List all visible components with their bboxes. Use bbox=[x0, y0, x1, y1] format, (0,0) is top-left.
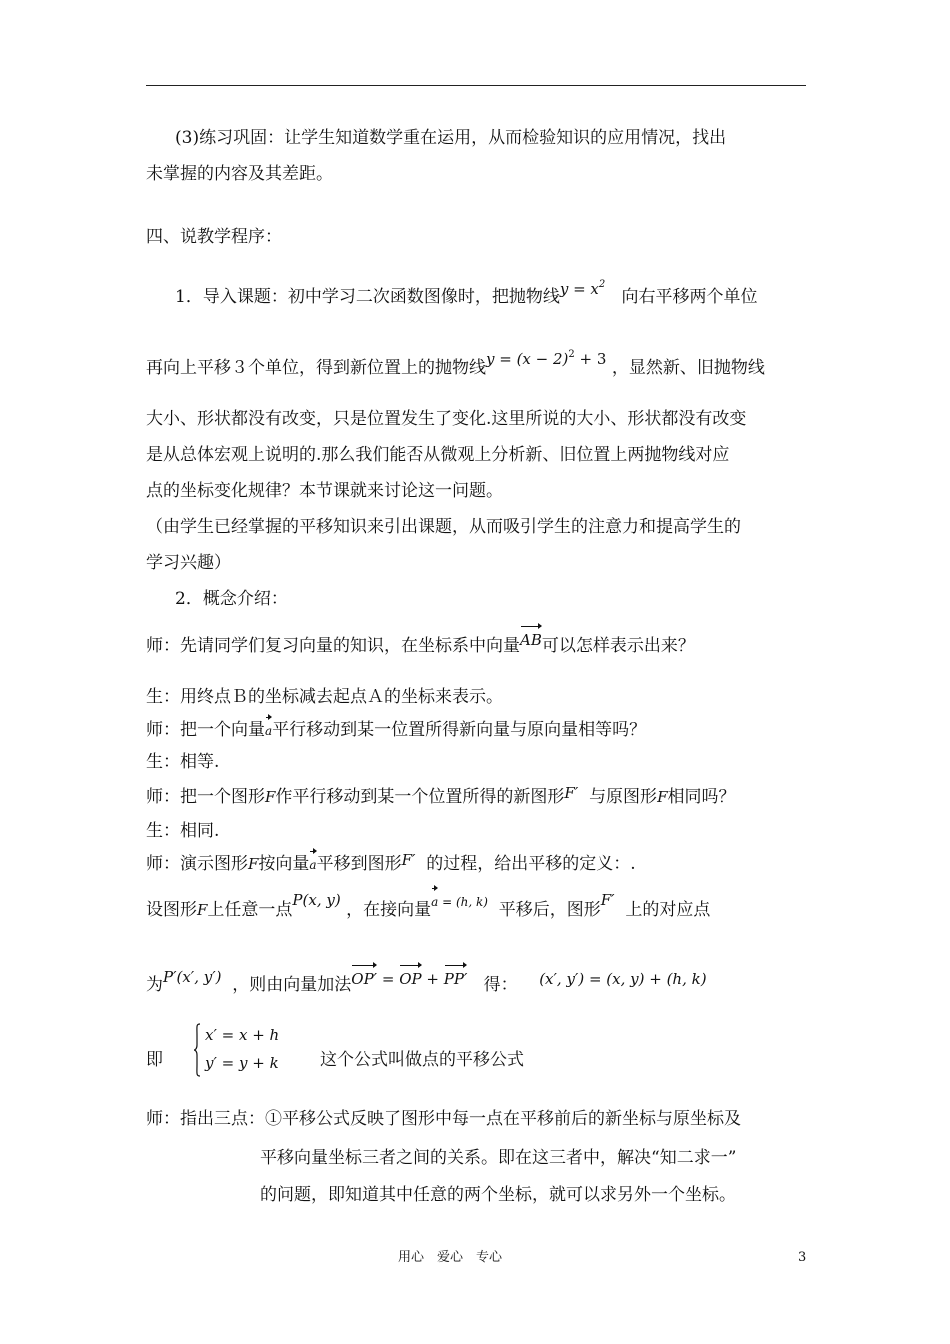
system-equation-2: y′ = y + k bbox=[205, 1054, 279, 1072]
text-run: 上的对应点 bbox=[625, 900, 711, 920]
vector-PP-prime: PP′ bbox=[443, 970, 468, 988]
text-run: 为 bbox=[146, 975, 163, 995]
paragraph-line: 平移向量坐标三者之间的关系。即在这三者中，解决“知二求一” bbox=[260, 1148, 737, 1168]
text-run: 的过程，给出平移的定义：. bbox=[426, 854, 636, 874]
paragraph-line bbox=[146, 891, 711, 922]
paragraph-line: 生：相同. bbox=[146, 821, 220, 841]
paragraph-line: （由学生已经掌握的平移知识来引出课题，从而吸引学生的注意力和提高学生的 bbox=[146, 517, 741, 537]
text-run: ，在接向量 bbox=[346, 900, 432, 920]
text-run: 相同吗？ bbox=[667, 787, 736, 807]
paragraph-line bbox=[146, 349, 765, 379]
text-run: 与原图形 bbox=[589, 787, 658, 807]
text-run: ，则由向量加法 bbox=[232, 975, 352, 995]
text-run: 师：先请同学们复习向量的知识，在坐标系中向量 bbox=[146, 636, 520, 656]
paragraph-line: 点的坐标变化规律？本节课就来讨论这一问题。 bbox=[146, 481, 503, 501]
paragraph-line: 是从总体宏观上说明的.那么我们能否从微观上分析新、旧位置上两抛物线对应 bbox=[146, 445, 730, 465]
symbol-F-prime: F′ bbox=[401, 851, 416, 869]
page-number: 3 bbox=[798, 1250, 807, 1265]
system-brace bbox=[193, 1023, 201, 1077]
paragraph-line: 为P′(x′, y′) ，则由向量加法OP′ = OP + PP′ 得： (x′, y′) = (x, y) + (h, k) bbox=[146, 968, 707, 995]
text-run: 向右平移两个单位 bbox=[621, 287, 758, 307]
text-run: 平移后，图形 bbox=[498, 900, 601, 920]
text-run: 作平行移动到某一个位置所得的新图形 bbox=[275, 787, 565, 807]
symbol-F-prime: F′ bbox=[600, 891, 615, 909]
formula-y-eq-x2: $y = x^2$ bbox=[559, 279, 606, 298]
paragraph-line: 即 bbox=[146, 1050, 163, 1070]
formula-coordinate-sum: (x′, y′) = (x, y) + (h, k) bbox=[539, 970, 707, 988]
symbol-F-prime: F′ bbox=[564, 784, 579, 802]
vector-OP: OP bbox=[399, 970, 422, 988]
text-run: 按向量 bbox=[258, 854, 310, 874]
paragraph-line: 2．概念介绍： bbox=[175, 589, 288, 609]
text-run: 平行移动到某一位置所得新向量与原向量相等吗？ bbox=[272, 720, 647, 740]
text-run: 再向上平移３个单位，得到新位置上的抛物线 bbox=[146, 358, 486, 378]
symbol-F: F bbox=[248, 855, 259, 873]
section-heading: 四、说教学程序： bbox=[146, 227, 282, 247]
paragraph-line bbox=[146, 853, 636, 876]
point-P-prime: P′(x′, y′) bbox=[163, 968, 222, 986]
paragraph-line: 生：用终点Ｂ的坐标减去起点Ａ的坐标来表示。 bbox=[146, 687, 503, 707]
paragraph-line: 的问题，即知道其中任意的两个坐标，就可以求另外一个坐标。 bbox=[260, 1185, 736, 1205]
paragraph-line bbox=[146, 631, 695, 657]
point-P: P(x, y) bbox=[292, 891, 341, 909]
vector-a-value: = (h, k) bbox=[438, 895, 488, 909]
vector-AB: AB bbox=[520, 631, 542, 649]
paragraph-line bbox=[175, 279, 758, 308]
text-run: ，显然新、旧抛物线 bbox=[611, 358, 765, 378]
paragraph-line: 大小、形状都没有改变，只是位置发生了变化.这里所说的大小、形状都没有改变 bbox=[146, 409, 747, 429]
text-run: 设图形 bbox=[146, 900, 197, 920]
paragraph-line bbox=[146, 719, 646, 742]
paragraph-line bbox=[146, 786, 735, 808]
text-run: 师：把一个向量 bbox=[146, 720, 265, 740]
text-run: 平移到图形 bbox=[316, 854, 402, 874]
paragraph-line: 生：相等. bbox=[146, 752, 220, 772]
formula-shifted-parabola: $y = (x - 2)^2 + 3$ bbox=[486, 349, 607, 368]
paragraph-line: (3)练习巩固：让学生知道数学重在运用，从而检验知识的应用情况，找出 bbox=[175, 128, 727, 148]
header-rule bbox=[146, 85, 806, 86]
vector-a: a bbox=[309, 854, 316, 876]
paragraph-line: 师：指出三点：①平移公式反映了图形中每一点在平移前后的新坐标与原坐标及 bbox=[146, 1109, 741, 1129]
vector-a: a bbox=[431, 891, 438, 913]
symbol-F: F bbox=[265, 788, 276, 806]
text-run: 上任意一点 bbox=[207, 900, 293, 920]
symbol-F: F bbox=[197, 901, 208, 919]
symbol-F: F bbox=[657, 788, 668, 806]
vector-OP-prime: OP′ bbox=[351, 970, 378, 988]
text-run: 得： bbox=[483, 975, 518, 995]
footer-motto: 用心 爱心 专心 bbox=[398, 1250, 503, 1265]
paragraph-line: 学习兴趣） bbox=[146, 553, 231, 573]
system-equation-1: x′ = x + h bbox=[205, 1026, 280, 1044]
text-run: 1．导入课题：初中学习二次函数图像时，把抛物线 bbox=[175, 287, 560, 307]
text-run: 可以怎样表示出来？ bbox=[541, 636, 695, 656]
vector-a: a bbox=[265, 720, 272, 742]
paragraph-line: 未掌握的内容及其差距。 bbox=[146, 164, 333, 184]
text-run: 师：把一个图形 bbox=[146, 787, 265, 807]
text-run: 师：演示图形 bbox=[146, 854, 248, 874]
paragraph-line: 这个公式叫做点的平移公式 bbox=[320, 1050, 524, 1070]
